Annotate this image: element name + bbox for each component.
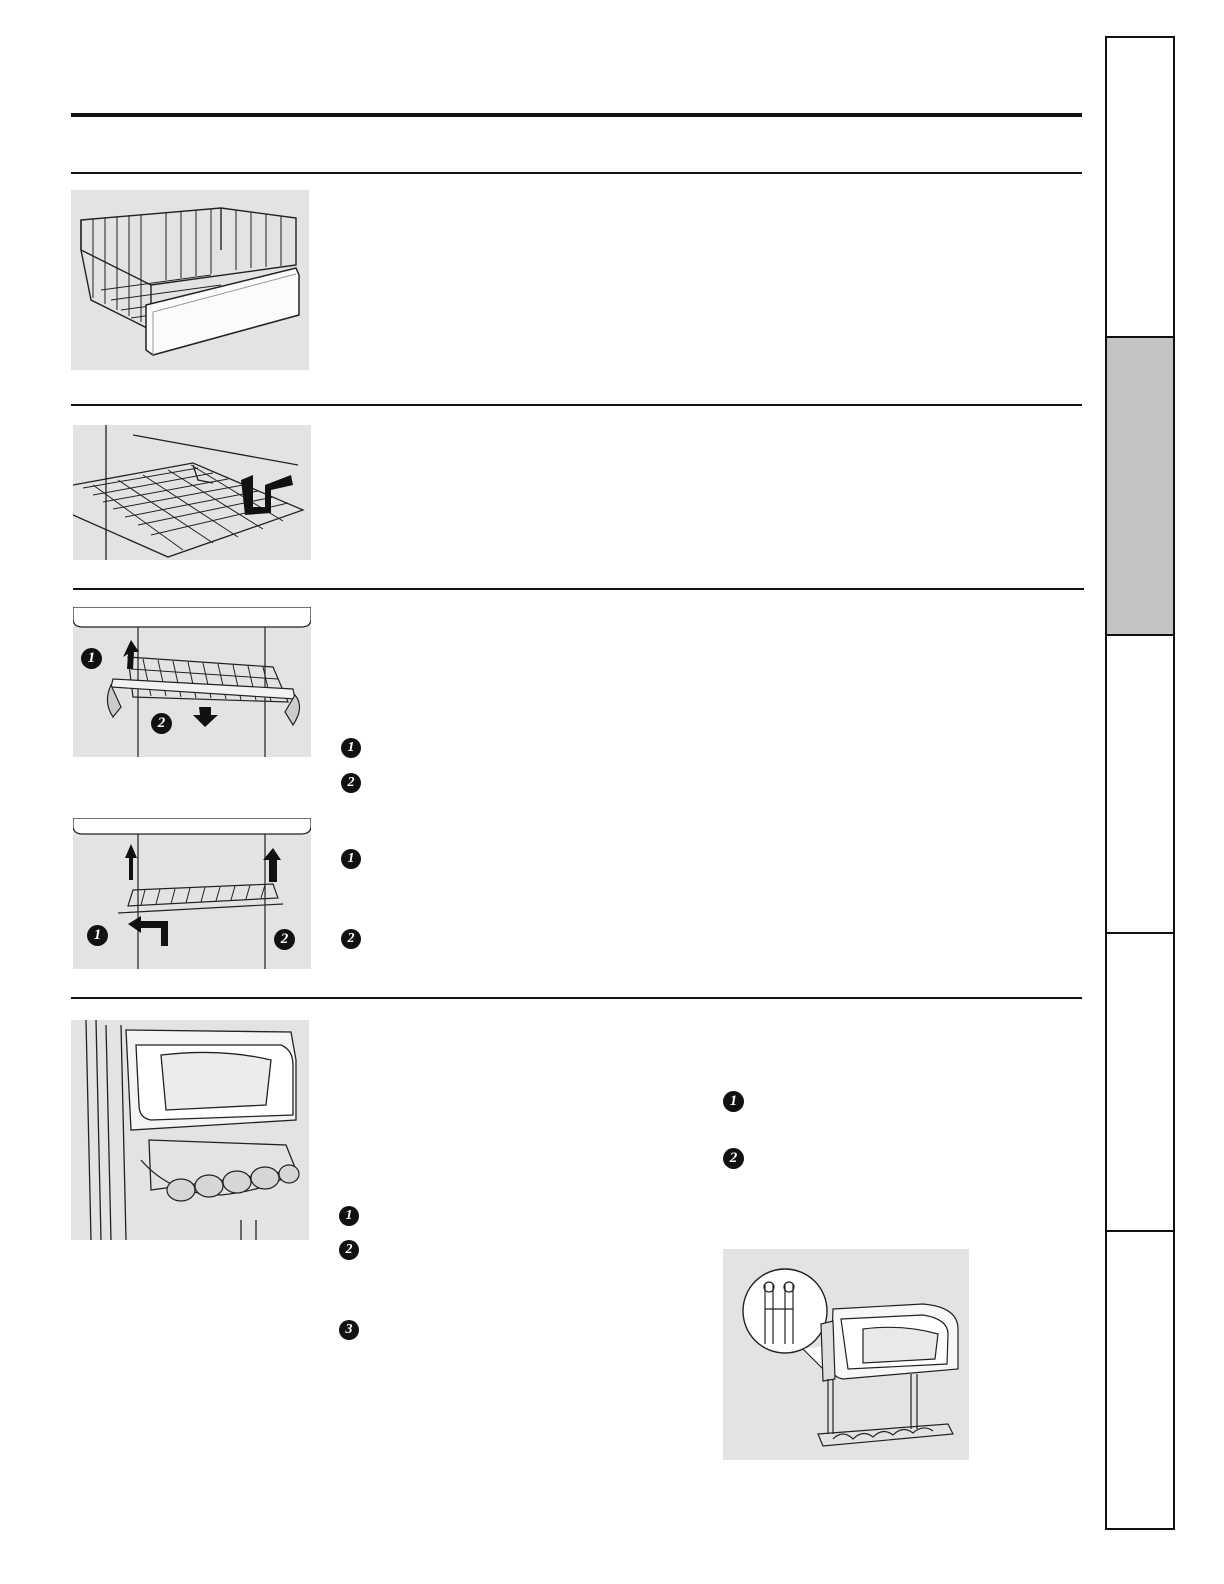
shelf-removal-illustration xyxy=(73,607,311,757)
header-rule xyxy=(71,113,1082,117)
step-number-badge: 2 xyxy=(723,1148,744,1169)
section-divider xyxy=(73,588,1084,590)
section-divider xyxy=(71,172,1082,174)
basket-drawer-figure xyxy=(71,190,309,370)
step-number-badge: 2 xyxy=(341,929,361,949)
side-navigation-tabs xyxy=(1105,36,1175,1530)
side-tab[interactable] xyxy=(1107,932,1173,1230)
step-number-badge: 2 xyxy=(339,1240,359,1260)
door-bin-can-rack-illustration xyxy=(71,1020,309,1240)
step-number-badge: 1 xyxy=(81,648,102,669)
shelf-support-figure xyxy=(73,425,311,560)
side-tab[interactable] xyxy=(1107,1230,1173,1528)
step-number-badge: 1 xyxy=(341,738,361,758)
step-number-badge: 1 xyxy=(723,1091,744,1112)
shelf-support-illustration xyxy=(73,425,311,560)
step-number-badge: 2 xyxy=(151,713,172,734)
shelf-replace-illustration xyxy=(73,818,311,969)
shelf-replace-figure xyxy=(73,818,311,969)
can-rack-attachment-illustration xyxy=(723,1249,969,1460)
step-number-badge: 1 xyxy=(341,849,361,869)
step-number-badge: 2 xyxy=(341,773,361,793)
step-number-badge: 1 xyxy=(339,1206,359,1226)
step-number-badge: 1 xyxy=(87,925,108,946)
side-tab-active[interactable] xyxy=(1107,336,1173,634)
step-number-badge: 3 xyxy=(339,1320,359,1340)
section-divider xyxy=(71,997,1082,999)
door-bin-can-rack-figure xyxy=(71,1020,309,1240)
side-tab[interactable] xyxy=(1107,634,1173,932)
step-number-badge: 2 xyxy=(274,929,295,950)
side-tab[interactable] xyxy=(1107,38,1173,336)
can-rack-attachment-figure xyxy=(723,1249,969,1460)
section-divider xyxy=(71,404,1082,406)
shelf-removal-figure xyxy=(73,607,311,757)
basket-drawer-illustration xyxy=(71,190,309,370)
